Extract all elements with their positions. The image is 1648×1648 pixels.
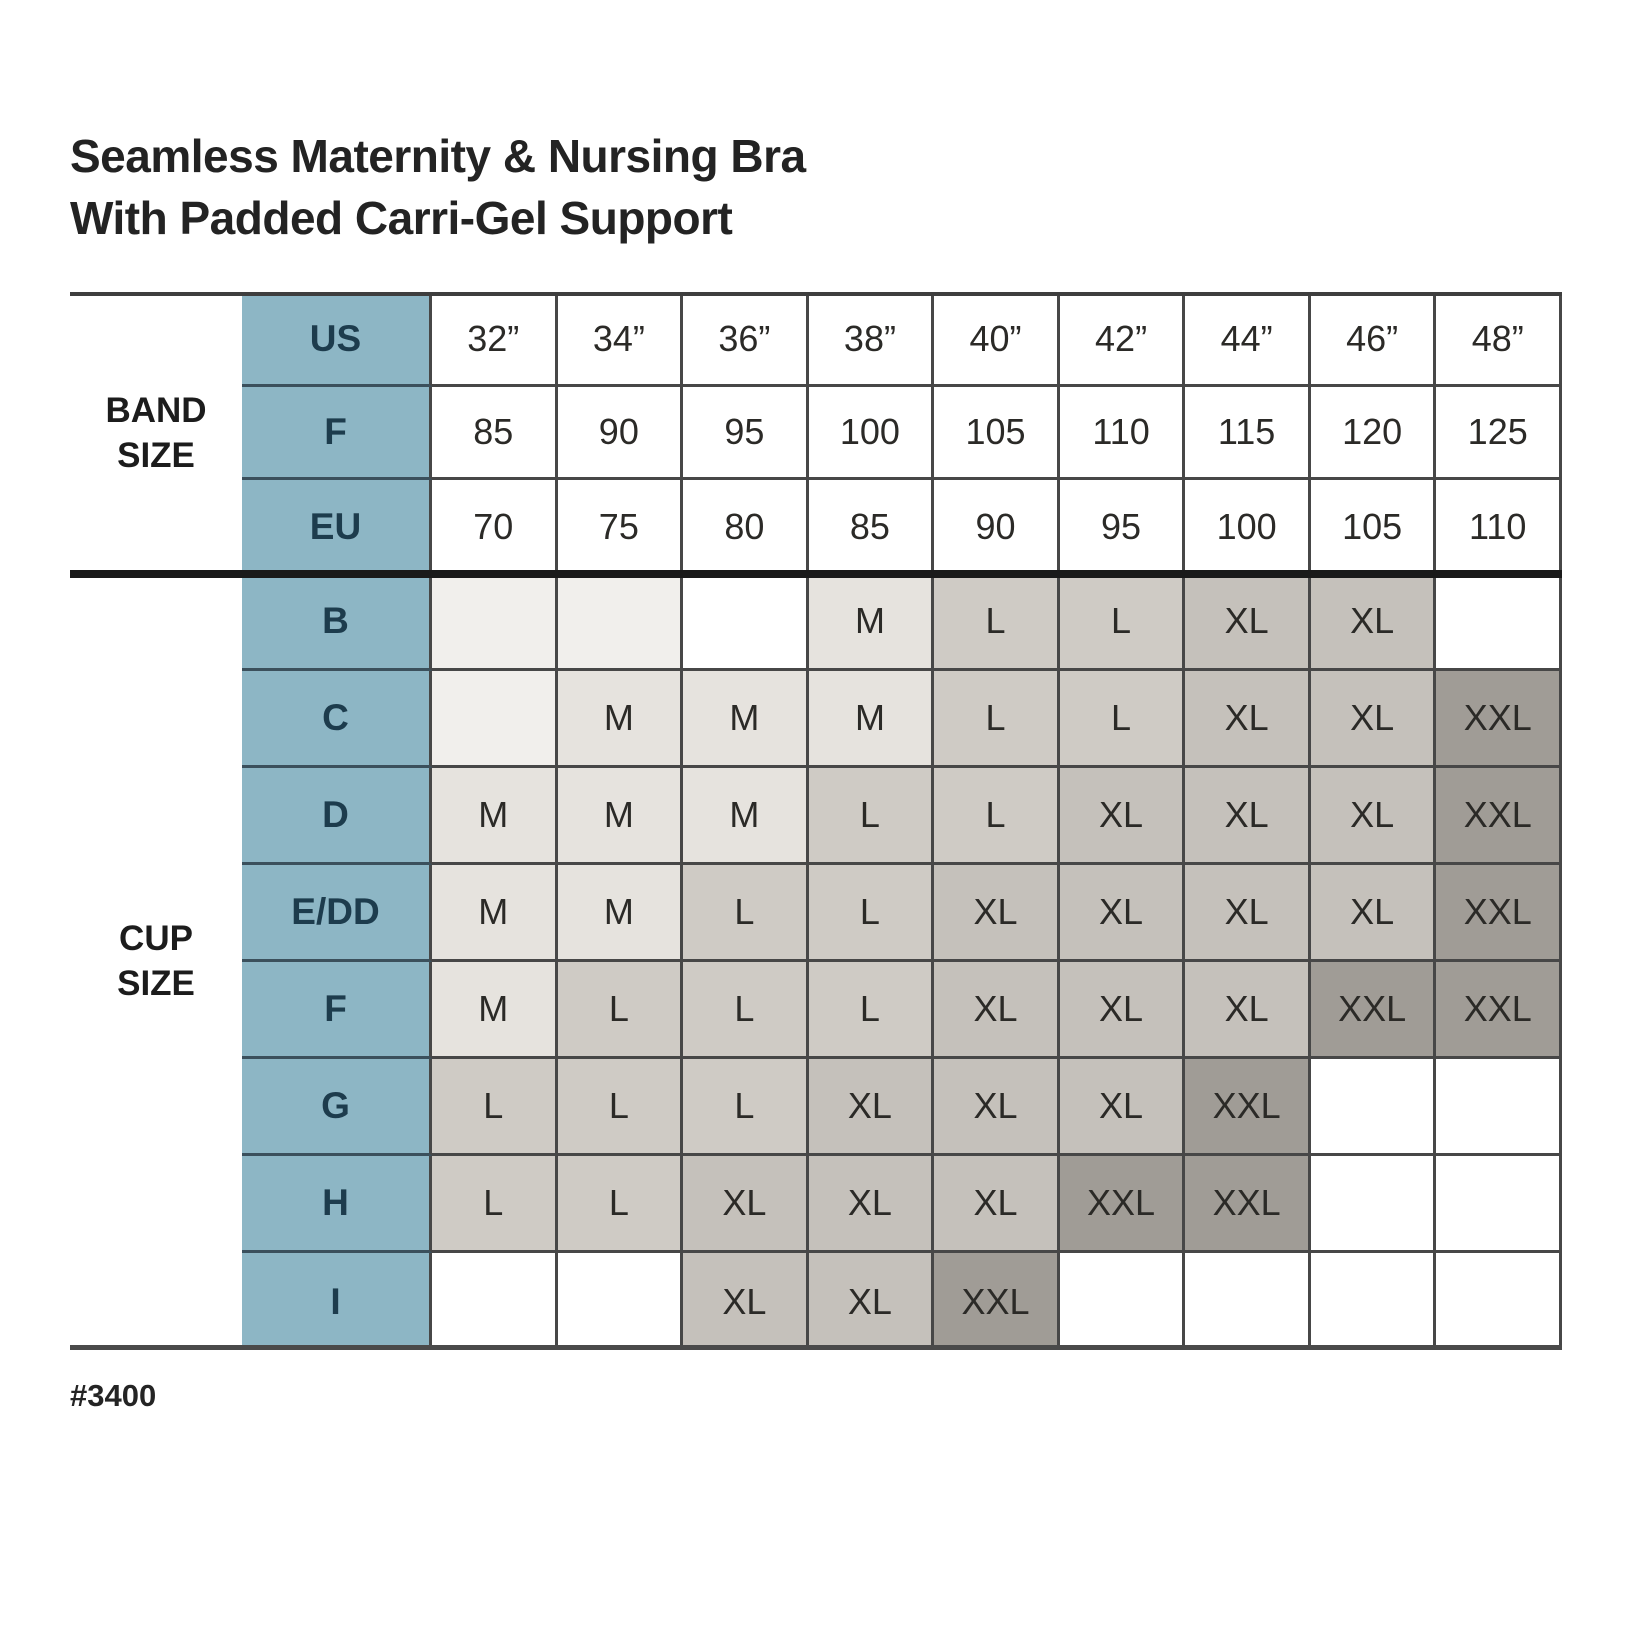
size-grid bbox=[70, 294, 1562, 1350]
cup-size-cell: M bbox=[558, 768, 684, 865]
cup-size-cell: XXL bbox=[1185, 1059, 1311, 1156]
cup-size-cell bbox=[1436, 1253, 1562, 1350]
cup-size-cell: L bbox=[934, 671, 1060, 768]
cup-size-cell bbox=[1311, 1059, 1437, 1156]
band-value-cell: 80 bbox=[683, 480, 809, 574]
cup-size-label: CUP SIZE bbox=[117, 919, 195, 1003]
page-title-line2: With Padded Carri-Gel Support bbox=[70, 191, 733, 244]
band-value-cell: 46” bbox=[1311, 294, 1437, 387]
cup-size-cell: L bbox=[558, 1156, 684, 1253]
cup-size-cell: L bbox=[809, 768, 935, 865]
band-value-cell: 110 bbox=[1060, 387, 1186, 480]
band-size-label: BAND SIZE bbox=[105, 391, 207, 475]
cup-size-cell: L bbox=[809, 962, 935, 1059]
cup-size-cell bbox=[683, 574, 809, 671]
cup-size-cell: XXL bbox=[1436, 768, 1562, 865]
cup-size-cell: XL bbox=[809, 1059, 935, 1156]
band-row-header: EU bbox=[242, 480, 432, 574]
cup-size-cell: XL bbox=[683, 1156, 809, 1253]
band-value-cell: 85 bbox=[809, 480, 935, 574]
cup-size-cell: XL bbox=[1060, 1059, 1186, 1156]
product-number: #3400 bbox=[70, 1378, 157, 1413]
cup-size-cell: L bbox=[934, 768, 1060, 865]
cup-size-cell bbox=[432, 671, 558, 768]
band-value-cell: 110 bbox=[1436, 480, 1562, 574]
cup-row-header: E/DD bbox=[242, 865, 432, 962]
cup-row-header: B bbox=[242, 574, 432, 671]
cup-size-cell: L bbox=[558, 962, 684, 1059]
cup-size-cell bbox=[1311, 1253, 1437, 1350]
cup-size-cell: L bbox=[683, 962, 809, 1059]
cup-size-cell: M bbox=[432, 962, 558, 1059]
band-row-header: US bbox=[242, 294, 432, 387]
band-value-cell: 44” bbox=[1185, 294, 1311, 387]
cup-size-cell: L bbox=[432, 1156, 558, 1253]
band-value-cell: 105 bbox=[934, 387, 1060, 480]
cup-size-cell: L bbox=[1060, 671, 1186, 768]
cup-size-cell: XL bbox=[934, 865, 1060, 962]
cup-size-cell: L bbox=[809, 865, 935, 962]
cup-size-cell: M bbox=[683, 671, 809, 768]
cup-row-header: G bbox=[242, 1059, 432, 1156]
cup-row-header: F bbox=[242, 962, 432, 1059]
band-value-cell: 90 bbox=[558, 387, 684, 480]
cup-row-header: C bbox=[242, 671, 432, 768]
band-value-cell: 32” bbox=[432, 294, 558, 387]
cup-size-cell: L bbox=[1060, 574, 1186, 671]
cup-size-cell bbox=[1311, 1156, 1437, 1253]
band-value-cell: 100 bbox=[1185, 480, 1311, 574]
band-value-cell: 125 bbox=[1436, 387, 1562, 480]
cup-size-cell: M bbox=[432, 865, 558, 962]
cup-row-header: D bbox=[242, 768, 432, 865]
cup-size-cell: XL bbox=[934, 1156, 1060, 1253]
cup-size-cell: L bbox=[934, 574, 1060, 671]
cup-size-cell: XXL bbox=[1311, 962, 1437, 1059]
band-value-cell: 90 bbox=[934, 480, 1060, 574]
cup-size-cell: XL bbox=[1185, 574, 1311, 671]
cup-size-cell: XXL bbox=[1060, 1156, 1186, 1253]
cup-size-cell bbox=[1436, 574, 1562, 671]
band-value-cell: 75 bbox=[558, 480, 684, 574]
cup-size-cell: XXL bbox=[1436, 865, 1562, 962]
cup-size-cell: L bbox=[558, 1059, 684, 1156]
cup-size-cell: XXL bbox=[1436, 671, 1562, 768]
cup-size-cell bbox=[1060, 1253, 1186, 1350]
band-value-cell: 48” bbox=[1436, 294, 1562, 387]
cup-size-cell: XL bbox=[1311, 865, 1437, 962]
cup-size-cell bbox=[558, 1253, 684, 1350]
cup-size-cell: XL bbox=[683, 1253, 809, 1350]
band-value-cell: 38” bbox=[809, 294, 935, 387]
cup-size-cell bbox=[558, 574, 684, 671]
cup-size-cell: XL bbox=[1185, 962, 1311, 1059]
cup-size-cell: XL bbox=[1185, 865, 1311, 962]
band-value-cell: 115 bbox=[1185, 387, 1311, 480]
band-value-cell: 120 bbox=[1311, 387, 1437, 480]
cup-size-cell: L bbox=[683, 865, 809, 962]
cup-size-cell: XL bbox=[1311, 671, 1437, 768]
cup-size-cell bbox=[432, 1253, 558, 1350]
cup-size-cell: XL bbox=[1311, 768, 1437, 865]
cup-size-cell: M bbox=[809, 671, 935, 768]
cup-size-cell: XXL bbox=[934, 1253, 1060, 1350]
cup-size-cell: M bbox=[558, 865, 684, 962]
band-value-cell: 42” bbox=[1060, 294, 1186, 387]
band-value-cell: 85 bbox=[432, 387, 558, 480]
band-value-cell: 70 bbox=[432, 480, 558, 574]
cup-row-header: I bbox=[242, 1253, 432, 1350]
cup-size-cell bbox=[1185, 1253, 1311, 1350]
cup-size-cell: L bbox=[683, 1059, 809, 1156]
page-title bbox=[70, 126, 806, 249]
cup-size-cell: M bbox=[683, 768, 809, 865]
cup-size-cell: XL bbox=[934, 962, 1060, 1059]
cup-size-cell: XXL bbox=[1436, 962, 1562, 1059]
cup-size-cell: M bbox=[809, 574, 935, 671]
band-value-cell: 95 bbox=[683, 387, 809, 480]
cup-size-cell bbox=[432, 574, 558, 671]
band-value-cell: 40” bbox=[934, 294, 1060, 387]
band-row-header: F bbox=[242, 387, 432, 480]
band-value-cell: 36” bbox=[683, 294, 809, 387]
cup-size-cell: M bbox=[432, 768, 558, 865]
band-value-cell: 95 bbox=[1060, 480, 1186, 574]
cup-size-cell: XL bbox=[1060, 962, 1186, 1059]
size-chart bbox=[70, 294, 1562, 1350]
cup-row-header: H bbox=[242, 1156, 432, 1253]
cup-size-cell bbox=[1436, 1156, 1562, 1253]
cup-size-cell bbox=[1436, 1059, 1562, 1156]
cup-size-cell: XL bbox=[809, 1156, 935, 1253]
page-title-line1: Seamless Maternity & Nursing Bra bbox=[70, 130, 806, 182]
cup-size-cell: XL bbox=[1060, 865, 1186, 962]
cup-size-cell: XL bbox=[1185, 768, 1311, 865]
band-value-cell: 100 bbox=[809, 387, 935, 480]
cup-size-cell: XL bbox=[1060, 768, 1186, 865]
cup-size-cell: XXL bbox=[1185, 1156, 1311, 1253]
cup-size-cell: XL bbox=[934, 1059, 1060, 1156]
cup-size-cell: M bbox=[558, 671, 684, 768]
cup-size-cell: XL bbox=[1311, 574, 1437, 671]
cup-size-cell: XL bbox=[809, 1253, 935, 1350]
band-value-cell: 105 bbox=[1311, 480, 1437, 574]
cup-size-cell: XL bbox=[1185, 671, 1311, 768]
band-value-cell: 34” bbox=[558, 294, 684, 387]
cup-size-cell: L bbox=[432, 1059, 558, 1156]
